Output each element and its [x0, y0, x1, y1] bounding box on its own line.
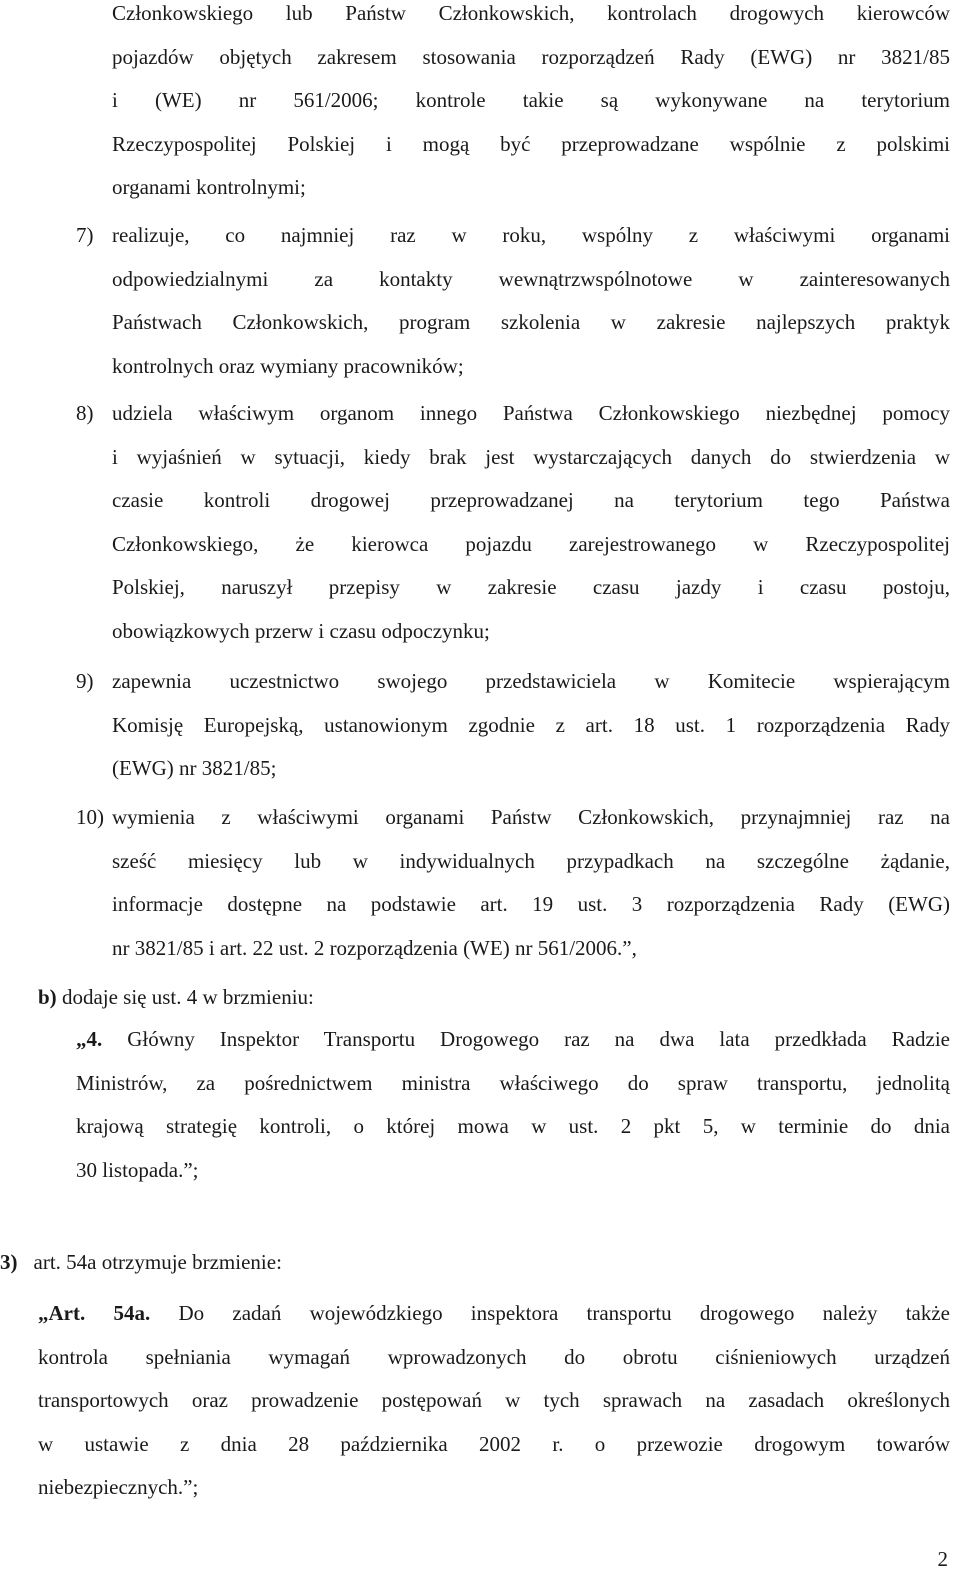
point-3-line — [0, 1249, 900, 1293]
ust-4 — [76, 1026, 950, 1200]
page-number: 2 — [937, 1547, 948, 1571]
text-line: (EWG) nr 3821/85; — [112, 756, 277, 780]
text-line: krajową strategię kontroli, o której mowa w ust. 2 pkt 5, w terminie do dnia — [76, 1114, 950, 1138]
point-3-label: 3) — [0, 1250, 18, 1274]
ust-4-first-line: Główny Inspektor Transportu Drogowego raz na dwa lata przedkłada Radzie — [102, 1027, 950, 1051]
text-line — [76, 1026, 950, 1070]
item-8-number: 8) — [76, 401, 94, 425]
text-line: Ministrów, za pośrednictwem ministra właściwego do spraw transportu, jednolitą — [76, 1070, 950, 1095]
text-line: transportowych oraz prowadzenie postępowań w tych sprawach na zasadach określonych — [38, 1388, 950, 1412]
text-line: 30 listopada.”; — [76, 1157, 199, 1182]
art-54a — [38, 1300, 950, 1518]
text-line: wymienia z właściwymi organami Państw Członkowskich, przynajmniej raz na — [112, 805, 950, 829]
text-line: organami kontrolnymi; — [112, 175, 306, 199]
text-line: czasie kontroli drogowej przeprowadzanej na terytorium tego Państwa — [112, 488, 950, 512]
text-line: Polskiej, naruszył przepisy w zakresie czasu jazdy i czasu postoju, — [112, 575, 950, 599]
text-line: informacje dostępne na podstawie art. 19 ust. 3 rozporządzenia Rady (EWG) — [112, 892, 950, 916]
item-10-number: 10) — [76, 805, 104, 829]
text-line: niebezpiecznych.”; — [38, 1475, 199, 1499]
item-9-number: 9) — [76, 669, 94, 693]
art-54a-first-line: Do zadań wojewódzkiego inspektora transportu drogowego należy także — [150, 1301, 950, 1325]
text-line: w ustawie z dnia 28 października 2002 r. o przewozie drogowym towarów — [38, 1431, 950, 1456]
text-line — [38, 1300, 950, 1344]
point-b-label: b) — [38, 985, 57, 1009]
point-3 — [0, 1249, 900, 1293]
item-10 — [112, 804, 950, 978]
text-line: Rzeczypospolitej Polskiej i mogą być przeprowadzane wspólnie z polskimi — [112, 131, 950, 156]
text-line: pojazdów objętych zakresem stosowania rozporządzeń Rady (EWG) nr 3821/85 — [112, 44, 950, 69]
item-7 — [112, 222, 950, 396]
text-line: kontrola spełniania wymagań wprowadzonych do obrotu ciśnieniowych urządzeń — [38, 1344, 950, 1369]
text-line: realizuje, co najmniej raz w roku, wspólny z właściwymi organami — [112, 223, 950, 247]
text-line: udziela właściwym organom innego Państwa Członkowskiego niezbędnej pomocy — [112, 401, 950, 425]
text-line: zapewnia uczestnictwo swojego przedstawiciela w Komitecie wspierającym — [112, 669, 950, 693]
point-b — [38, 984, 938, 1028]
point-b-text: dodaje się ust. 4 w brzmieniu: — [56, 985, 314, 1009]
text-line: sześć miesięcy lub w indywidualnych przypadkach na szczególne żądanie, — [112, 848, 950, 873]
text-line: kontrolnych oraz wymiany pracowników; — [112, 353, 464, 378]
text-line: Członkowskiego, że kierowca pojazdu zarejestrowanego w Rzeczypospolitej — [112, 531, 950, 556]
text-line: i (WE) nr 561/2006; kontrole takie są wykonywane na terytorium — [112, 88, 950, 112]
item-7-number: 7) — [76, 223, 94, 247]
text-line: Państwach Członkowskich, program szkolenia w zakresie najlepszych praktyk — [112, 310, 950, 334]
point-b-line — [38, 984, 938, 1028]
text-line: i wyjaśnień w sytuacji, kiedy brak jest wystarczających danych do stwierdzenia w — [112, 444, 950, 469]
text-line: odpowiedzialnymi za kontakty wewnątrzwspólnotowe w zainteresowanych — [112, 266, 950, 291]
art-54a-prefix: „Art. 54a. — [38, 1301, 151, 1325]
ust-4-prefix: „4. — [76, 1027, 103, 1051]
text-line: obowiązkowych przerw i czasu odpoczynku; — [112, 618, 490, 643]
text-line: nr 3821/85 i art. 22 ust. 2 rozporządzenia (WE) nr 561/2006.”, — [112, 935, 637, 960]
item-8 — [112, 400, 950, 661]
item-9 — [112, 668, 950, 799]
item-6-continuation — [112, 0, 950, 218]
text-line: Komisję Europejską, ustanowionym zgodnie z art. 18 ust. 1 rozporządzenia Rady — [112, 712, 950, 737]
point-3-text: art. 54a otrzymuje brzmienie: — [33, 1250, 282, 1274]
text-line: Członkowskiego lub Państw Członkowskich, kontrolach drogowych kierowców — [112, 1, 950, 25]
